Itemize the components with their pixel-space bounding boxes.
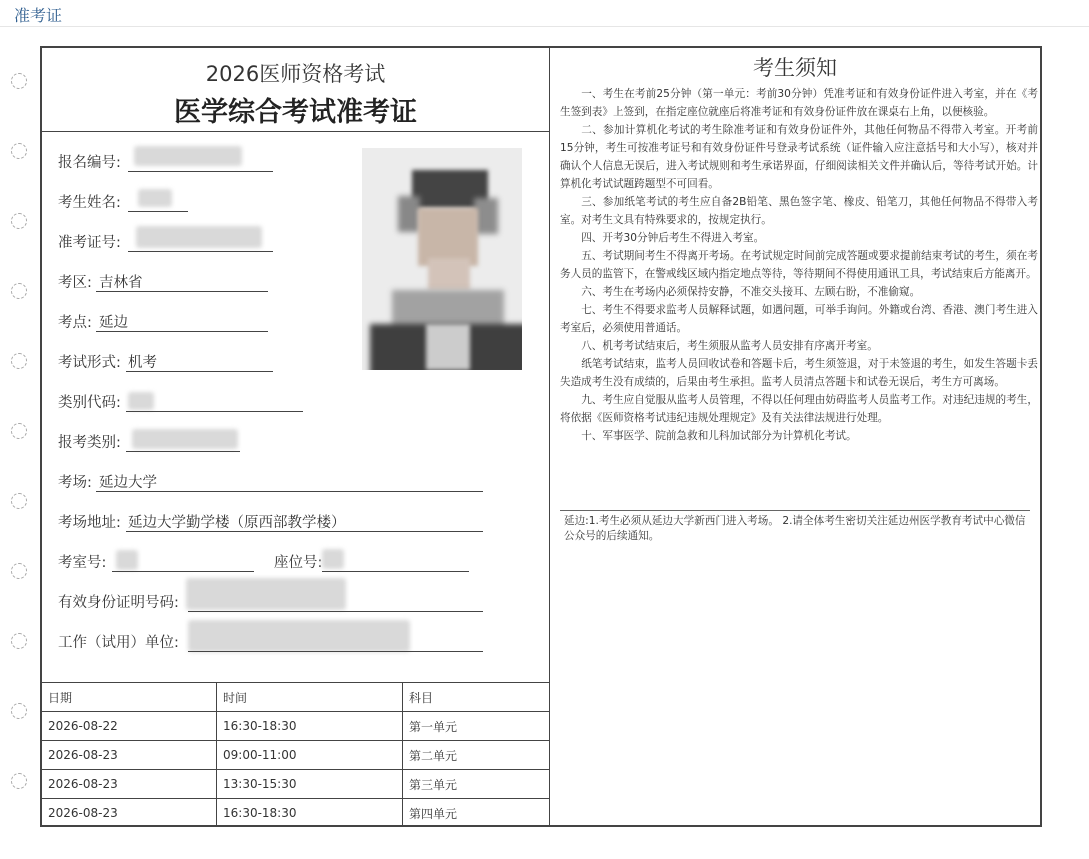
- photo-pixel: [426, 324, 470, 370]
- category-label: 报考类别:: [58, 435, 121, 451]
- notice-item: 二、参加计算机化考试的考生除准考证和有效身份证件外，其他任何物品不得带入考室。开考前15分钟，考生可按准考证号和有效身份证件号登录考试系统（证件输入应注意括号和大小写），核对并确认个人信息无误后，进入考试规则和考生承诺界面，仔细阅读相关文件并确认后，等待考试开始。计算机化考试试题跨题型不可回看。: [560, 124, 1038, 190]
- underline: [112, 571, 254, 572]
- punch-hole-icon: [11, 353, 27, 369]
- column-header-subject: 科目: [403, 683, 550, 712]
- punch-hole-icon: [11, 73, 27, 89]
- cell-subject: 第二单元: [403, 741, 550, 770]
- punch-hole-icon: [11, 143, 27, 159]
- notice-panel: [550, 48, 1040, 825]
- ticket-left-panel: [42, 48, 549, 825]
- ticket-no-redacted: [136, 226, 262, 248]
- underline: [128, 251, 273, 252]
- notice-item: 九、考生应自觉服从监考人员管理，不得以任何理由妨碍监考人员监考工作。对违纪违规的考生，将依据《医师资格考试违纪违规处理规定》及有关法律法规进行处理。: [560, 394, 1038, 424]
- table-row: [42, 712, 549, 741]
- punch-hole-icon: [11, 283, 27, 299]
- venue-label: 考场:: [58, 475, 92, 491]
- cell-date: 2026-08-22: [42, 712, 217, 741]
- ticket-no-label: 准考证号:: [58, 235, 121, 251]
- venue-value: 延边大学: [99, 475, 157, 491]
- notice-item: 四、开考30分钟后考生不得进入考室。: [581, 232, 765, 244]
- region-value: 吉林省: [99, 275, 143, 291]
- seat-redacted: [322, 549, 344, 569]
- mode-label: 考试形式:: [58, 355, 121, 371]
- site-value: 延边: [99, 315, 128, 331]
- notice-item: 十、军事医学、院前急救和儿科加试部分为计算机化考试。: [581, 430, 857, 442]
- exam-year-title: 2026医师资格考试: [205, 62, 386, 86]
- name-redacted: [138, 189, 172, 207]
- underline: [126, 531, 483, 532]
- underline: [96, 331, 268, 332]
- photo-pixel: [398, 196, 420, 232]
- punch-hole-icon: [11, 633, 27, 649]
- punch-hole-icon: [11, 493, 27, 509]
- cell-date: 2026-08-23: [42, 770, 217, 799]
- underline: [96, 491, 483, 492]
- notice-item: 三、参加纸笔考试的考生应自备2B铅笔、黑色签字笔、橡皮、铅笔刀，其他任何物品不得带入考室。对考生文具有特殊要求的，按规定执行。: [560, 196, 1038, 226]
- notice-item: 六、考生在考场内必须保持安静，不准交头接耳、左顾右盼，不准偷窥。: [581, 286, 921, 298]
- underline: [96, 291, 268, 292]
- notice-title: 考生须知: [753, 56, 837, 80]
- address-value: 延边大学勤学楼（原西部教学楼）: [128, 515, 346, 531]
- underline: [126, 371, 273, 372]
- cell-subject: 第一单元: [403, 712, 550, 741]
- photo-pixel: [428, 258, 470, 290]
- underline: [126, 411, 303, 412]
- page-title: 准考证: [14, 6, 63, 25]
- supplementary-notice: 延边:1.考生必须从延边大学新西门进入考场。 2.请全体考生密切关注延边州医学教育考试中心微信公众号的后续通知。: [564, 515, 1026, 542]
- category-redacted: [132, 429, 238, 449]
- notice-item: 八、机考考试结束后，考生须服从监考人员安排有序离开考室。: [581, 340, 878, 352]
- seat-label: 座位号:: [274, 555, 323, 571]
- cell-date: 2026-08-23: [42, 741, 217, 770]
- punch-hole-icon: [11, 703, 27, 719]
- underline: [322, 571, 469, 572]
- punch-hole-icon: [11, 213, 27, 229]
- ticket-title: 医学综合考试准考证: [174, 97, 417, 128]
- underline: [128, 211, 188, 212]
- reg-no-redacted: [134, 146, 242, 166]
- table-row: [42, 741, 549, 770]
- category-code-redacted: [128, 392, 154, 410]
- cell-time: 13:30-15:30: [217, 770, 403, 799]
- room-redacted: [116, 550, 138, 570]
- underline: [126, 451, 240, 452]
- page-header: [0, 0, 1089, 27]
- category-code-label: 类别代码:: [58, 395, 121, 411]
- underline: [128, 171, 273, 172]
- punch-hole-icon: [11, 563, 27, 579]
- name-label: 考生姓名:: [58, 195, 121, 211]
- cell-time: 16:30-18:30: [217, 799, 403, 828]
- table-row: [42, 770, 549, 799]
- notice-item: 五、考试期间考生不得离开考场。在考试规定时间前完成答题或要求提前结束考试的考生，须在考务人员的监管下，在警戒线区域内指定地点等待，等待期间不得使用通讯工具，考试结束后方能离开。: [560, 250, 1038, 280]
- notice-item: 一、考生在考前25分钟（第一单元：考前30分钟）凭准考证和有效身份证件进入考室，并在《考生签到表》上签到，在指定座位就座后将准考证和有效身份证件放在课桌右上角，以便核验。: [560, 88, 1038, 118]
- site-label: 考点:: [58, 315, 92, 331]
- employer-label: 工作（试用）单位:: [58, 635, 179, 651]
- reg-no-label: 报名编号:: [58, 155, 121, 171]
- divider: [560, 510, 1030, 511]
- divider: [42, 131, 549, 132]
- candidate-photo: [362, 148, 522, 370]
- cell-time: 09:00-11:00: [217, 741, 403, 770]
- employer-redacted: [188, 620, 410, 652]
- cell-subject: 第四单元: [403, 799, 550, 828]
- underline: [188, 651, 483, 652]
- id-label: 有效身份证明号码:: [58, 595, 179, 611]
- admission-ticket: [40, 46, 1042, 827]
- column-header-time: 时间: [217, 683, 403, 712]
- region-label: 考区:: [58, 275, 92, 291]
- cell-date: 2026-08-23: [42, 799, 217, 828]
- table-header-row: [42, 683, 549, 712]
- notice-item: 七、考生不得要求监考人员解释试题，如遇问题，可举手询问。外籍或台湾、香港、澳门考生进入考室后，必须使用普通话。: [560, 304, 1038, 334]
- address-label: 考场地址:: [58, 515, 121, 531]
- underline: [188, 611, 483, 612]
- notice-list: [560, 85, 1038, 445]
- room-label: 考室号:: [58, 555, 107, 571]
- cell-time: 16:30-18:30: [217, 712, 403, 741]
- cell-subject: 第三单元: [403, 770, 550, 799]
- punch-hole-icon: [11, 423, 27, 439]
- punch-hole-icon: [11, 773, 27, 789]
- notice-item: 纸笔考试结束，监考人员回收试卷和答题卡后，考生须签退，对于未签退的考生，如发生答题卡丢失造成考生没有成绩的，后果由考生承担。监考人员清点答题卡和试卷无误后，考生方可离场。: [560, 358, 1038, 388]
- table-row: [42, 799, 549, 828]
- column-header-date: 日期: [42, 683, 217, 712]
- mode-value: 机考: [128, 355, 157, 371]
- exam-schedule-table: [42, 682, 549, 827]
- id-redacted: [186, 578, 346, 610]
